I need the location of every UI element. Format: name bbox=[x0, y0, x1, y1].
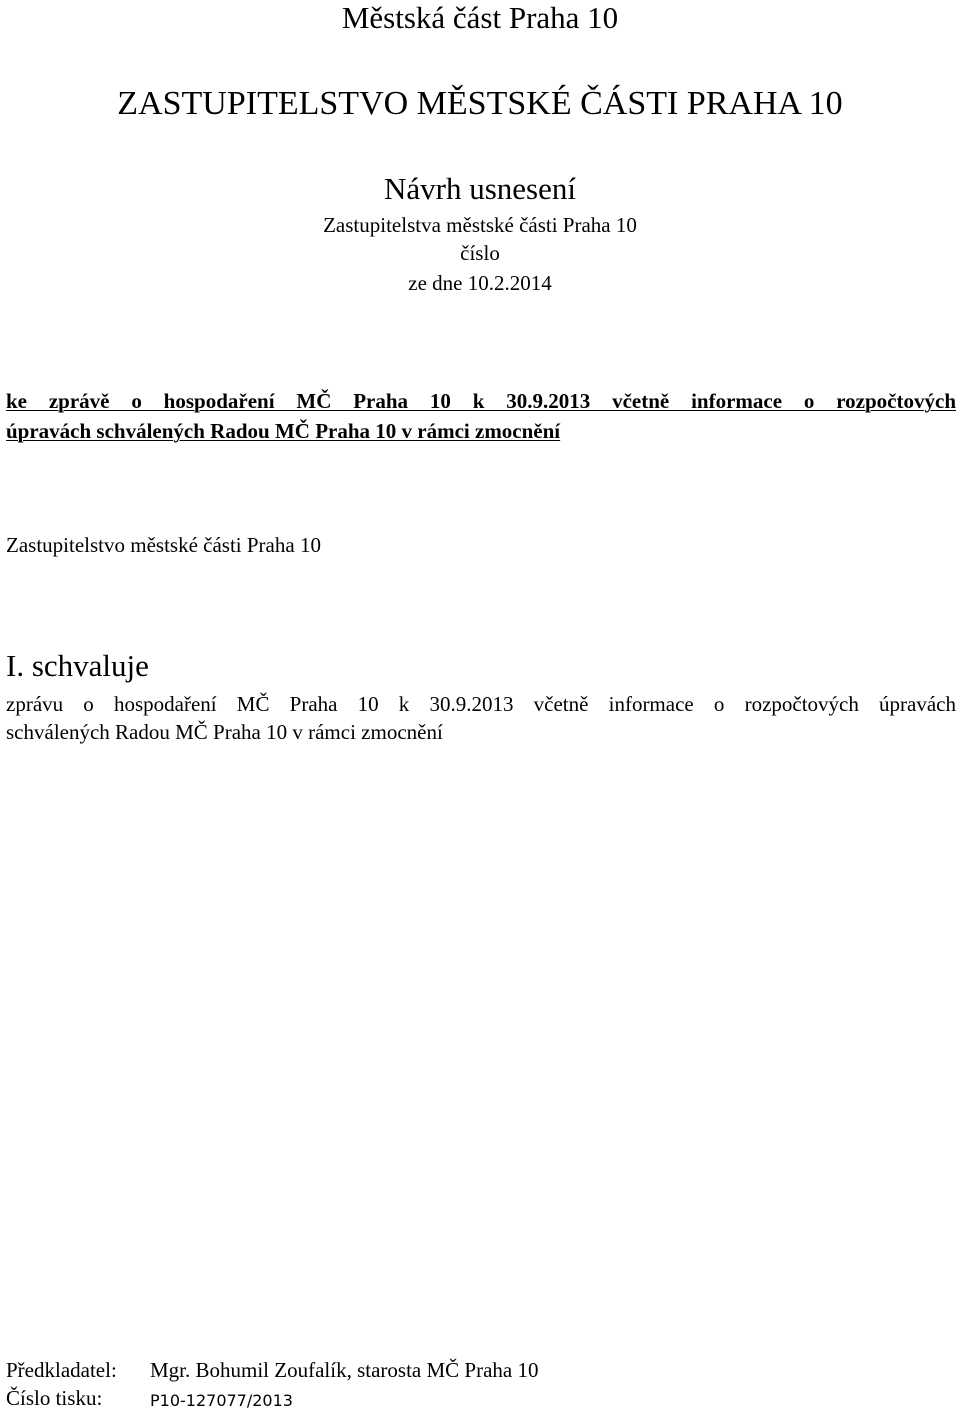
submitter-label: Předkladatel: bbox=[6, 1358, 117, 1382]
submitter-value: Mgr. Bohumil Zoufalík, starosta MČ Praha 10 bbox=[150, 1358, 539, 1382]
print-number-value: P10-127077/2013 bbox=[150, 1391, 293, 1410]
subject-text: ke zprávě o hospodaření MČ Praha 10 k 30.9.2013 včetně informace o rozpočtových bbox=[6, 389, 956, 413]
subject-text: úpravách schválených Radou MČ Praha 10 v rámci zmocnění bbox=[6, 419, 561, 443]
print-number-label: Číslo tisku: bbox=[6, 1386, 103, 1410]
submitter-row bbox=[6, 1356, 946, 1384]
subject-block bbox=[6, 386, 956, 446]
resolution-line: schválených Radou MČ Praha 10 v rámci zmocnění bbox=[6, 720, 443, 744]
resolution-line: zprávu o hospodaření MČ Praha 10 k 30.9.2013 včetně informace o rozpočtových úpravách bbox=[6, 692, 956, 716]
municipality-title: Městská část Praha 10 bbox=[341, 0, 619, 35]
resolution-heading: I. schvaluje bbox=[6, 648, 149, 683]
proposal-body: Zastupitelstva městské části Praha 10 bbox=[323, 213, 637, 237]
proposal-date: ze dne 10.2.2014 bbox=[408, 271, 552, 295]
proposal-title: Návrh usnesení bbox=[384, 171, 576, 206]
subject-line bbox=[6, 416, 956, 446]
resolution-text bbox=[6, 690, 956, 746]
proposal-number: číslo bbox=[460, 241, 500, 265]
assembly-name: Zastupitelstvo městské části Praha 10 bbox=[6, 533, 321, 557]
footer bbox=[6, 1356, 946, 1415]
subject-line bbox=[6, 386, 956, 416]
print-number-row bbox=[6, 1384, 946, 1415]
council-title: ZASTUPITELSTVO MĚSTSKÉ ČÁSTI PRAHA 10 bbox=[117, 85, 843, 122]
